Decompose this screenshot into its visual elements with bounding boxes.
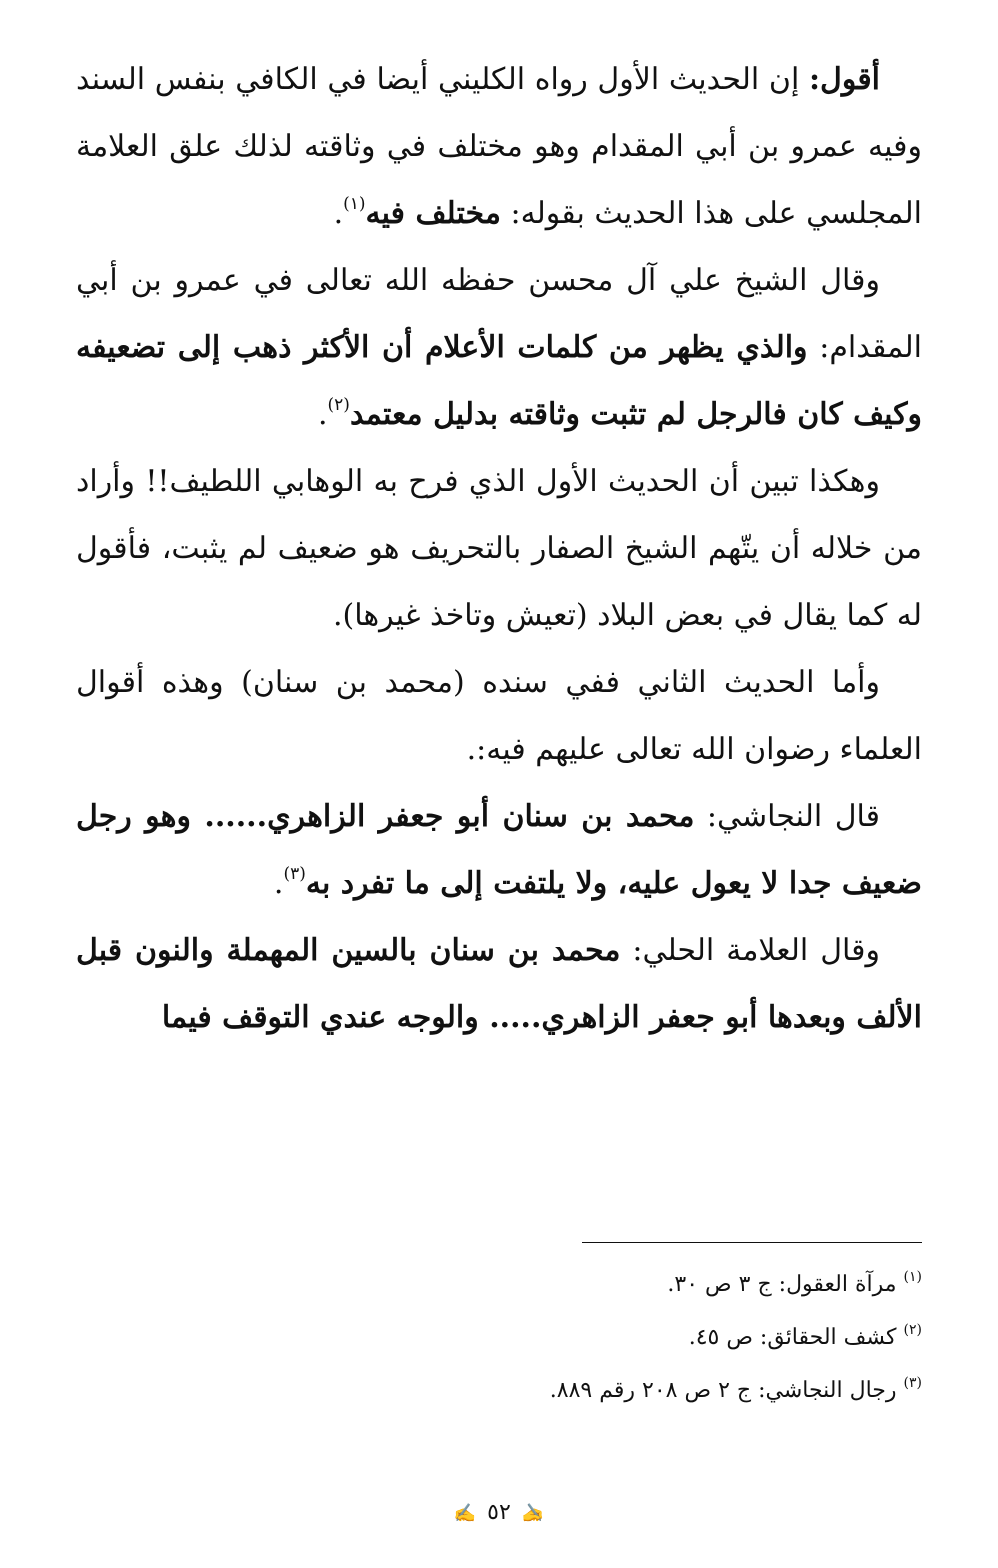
footnote-reference: (٣) xyxy=(283,864,306,884)
bold-text: محمد بن سنان بالسين المهملة والنون قبل الألف وبعدها أبو جعفر الزاهري..... والوجه عندي التوقف فيما xyxy=(76,933,922,1035)
footnote-number: (٢) xyxy=(903,1322,922,1338)
page-number-value: ٥٢ xyxy=(487,1500,511,1525)
text-run: قال النجاشي: xyxy=(694,799,880,834)
quill-ornament-icon: ✍ xyxy=(453,1503,477,1524)
text-run: إن الحديث الأول رواه الكليني أيضا في الكافي بنفس السند وفيه عمرو بن أبي المقدام وهو مختلف في وثاقته لذلك علق العلامة المجلسي على هذا الحديث بقوله: xyxy=(76,62,922,231)
text-run: . xyxy=(317,397,328,432)
bold-text: محمد بن سنان أبو جعفر الزاهري...... وهو رجل ضعيف جدا لا يعول عليه، ولا يلتفت إلى ما تفرد به xyxy=(76,799,922,901)
footnote-text: كشف الحقائق: ص ٤٥. xyxy=(688,1325,904,1350)
footnote-number: (١) xyxy=(903,1269,922,1285)
paragraph xyxy=(76,783,922,917)
footnote xyxy=(76,1364,922,1417)
page-number xyxy=(76,1500,922,1525)
footnote-reference: (١) xyxy=(343,194,366,214)
text-run: وقال العلامة الحلي: xyxy=(620,933,881,968)
footnote-reference: (٢) xyxy=(327,395,350,415)
paragraph xyxy=(76,247,922,448)
text-run: وأما الحديث الثاني ففي سنده (محمد بن سنان) وهذه أقوال العلماء رضوان الله تعالى عليهم فيه:. xyxy=(76,665,922,767)
paragraph xyxy=(76,917,922,1051)
main-text xyxy=(76,46,922,1051)
footnote xyxy=(76,1258,922,1311)
text-run: وهكذا تبين أن الحديث الأول الذي فرح به الوهابي اللطيف!! وأراد من خلاله أن يتّهم الشيخ الصفار بالتحريف هو ضعيف لم يثبت، فأقول له كما يقال في بعض البلاد (تعيش وتاخذ غيرها). xyxy=(76,464,922,633)
text-run: . xyxy=(273,866,284,901)
text-run: وقال الشيخ علي آل محسن حفظه الله تعالى في عمرو بن أبي المقدام: xyxy=(76,263,922,365)
paragraph xyxy=(76,46,922,247)
footnote xyxy=(76,1311,922,1364)
document-page xyxy=(76,46,922,1525)
text-run: . xyxy=(333,196,344,231)
bold-text: مختلف فيه xyxy=(365,196,501,231)
bold-text: أقول: xyxy=(808,62,880,97)
quill-ornament-icon: ✍ xyxy=(521,1503,545,1524)
bold-text: والذي يظهر من كلمات الأعلام أن الأكثر ذهب إلى تضعيفه وكيف كان فالرجل لم تثبت وثاقته بدليل معتمد xyxy=(76,330,922,432)
footnote-divider xyxy=(582,1242,922,1243)
footnote-text: رجال النجاشي: ج ٢ ص ٢٠٨ رقم ٨٨٩. xyxy=(549,1378,904,1403)
paragraph xyxy=(76,649,922,783)
paragraph xyxy=(76,448,922,649)
footnote-number: (٣) xyxy=(903,1375,922,1391)
footnote-text: مرآة العقول: ج ٣ ص ٣٠. xyxy=(667,1272,904,1297)
footnotes xyxy=(76,1258,922,1417)
